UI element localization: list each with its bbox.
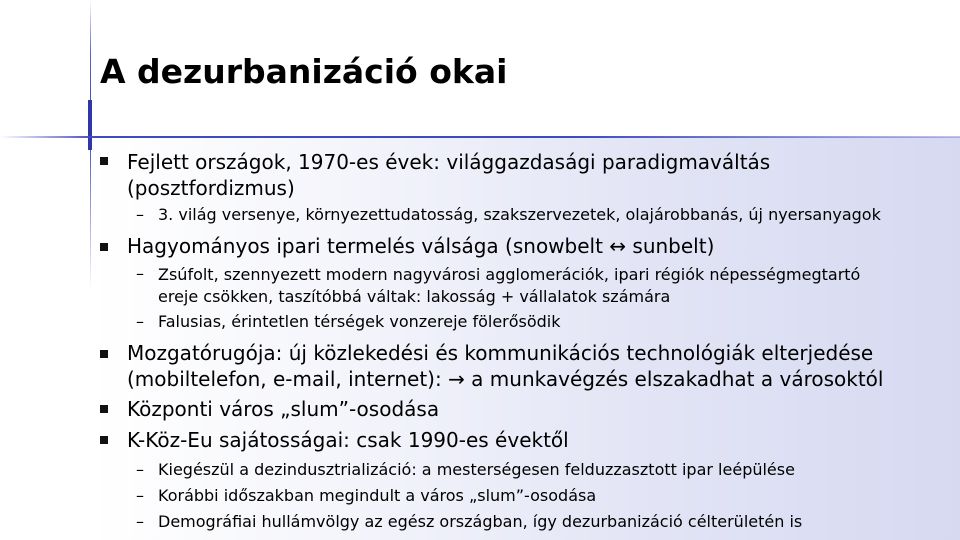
sub-bullet-dash: – — [136, 312, 144, 331]
sub-bullet-2-2: Falusias, érintetlen térségek vonzereje fölerősödik — [158, 312, 561, 331]
sub-bullet-1-1: 3. világ versenye, környezettudatosság, szakszervezetek, olajárobbanás, új nyersanyagok — [158, 205, 881, 224]
sub-bullet-dash: – — [136, 264, 144, 283]
bullet-5-line-1: K-Köz-Eu sajátosságai: csak 1990-es évektől — [127, 428, 569, 452]
bullet-square-icon — [100, 243, 108, 251]
sub-bullet-dash: – — [136, 486, 144, 505]
sub-bullet-dash: – — [136, 460, 144, 479]
slide-title: A dezurbanizáció okai — [100, 52, 508, 91]
horizontal-accent-line — [0, 136, 960, 138]
sub-bullet-2-1-line-2: ereje csökken, taszítóbbá váltak: lakosság + vállalatok számára — [158, 287, 671, 306]
sub-bullet-dash: – — [136, 512, 144, 531]
sub-bullet-dash: – — [136, 205, 144, 224]
sub-bullet-2-1-line-1: Zsúfolt, szennyezett modern nagyvárosi agglomerációk, ipari régiók népességmegtartó — [158, 265, 861, 284]
bullet-1-line-1: Fejlett országok, 1970-es évek: világgazdasági paradigmaváltás — [127, 150, 771, 174]
bullet-3-line-1: Mozgatórugója: új közlekedési és kommunikációs technológiák elterjedése — [127, 341, 874, 365]
bullet-square-icon — [100, 350, 108, 358]
bullet-square-icon — [100, 157, 108, 165]
bullet-square-icon — [100, 405, 108, 413]
sub-bullet-5-1: Kiegészül a dezindusztrializáció: a mesterségesen felduzzasztott ipar leépülése — [158, 460, 795, 479]
vertical-accent-marker — [88, 100, 92, 150]
sub-bullet-5-2: Korábbi időszakban megindult a város „slum”-osodása — [158, 486, 597, 505]
bullet-4-line-1: Központi város „slum”-osodása — [127, 397, 440, 421]
bullet-2-line-1: Hagyományos ipari termelés válsága (snowbelt ↔ sunbelt) — [127, 234, 715, 258]
bullet-1-line-2: (posztfordizmus) — [127, 176, 295, 200]
bullet-3-line-2: (mobiltelefon, e-mail, internet): → a munkavégzés elszakadhat a városoktól — [127, 367, 884, 391]
bullet-square-icon — [100, 436, 108, 444]
sub-bullet-5-3: Demográfiai hullámvölgy az egész országban, így dezurbanizáció célterületén is — [158, 512, 803, 531]
